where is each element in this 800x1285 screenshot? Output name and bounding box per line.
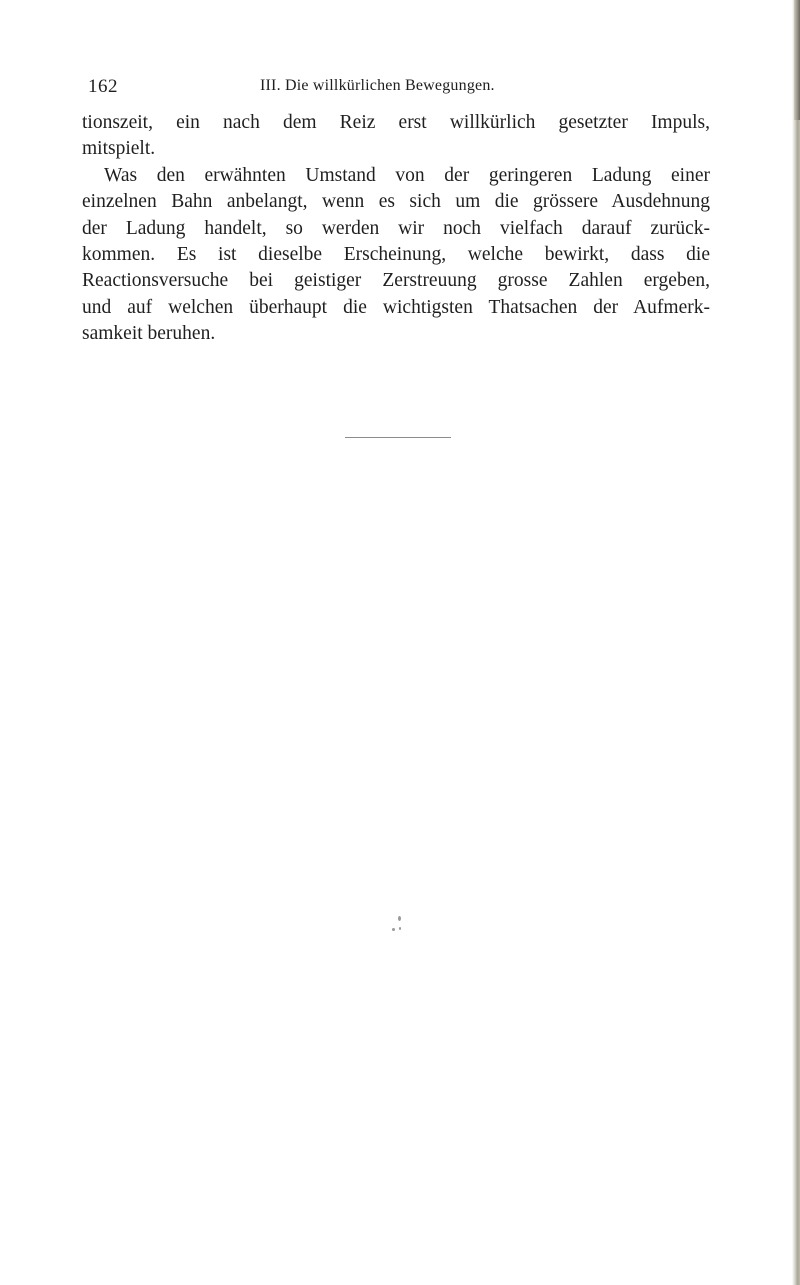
paper-speck [399,927,401,930]
page-header [88,76,728,98]
text-line: und auf welchen überhaupt die wichtigsten Thatsachen der Aufmerk- [82,296,710,318]
paper-speck [398,916,401,921]
page-edge-shadow [792,0,800,1285]
page-number: 162 [88,76,118,97]
text-line: mitspielt. [82,138,156,160]
text-line: Was den erwähnten Umstand von der geringeren Ladung einer [104,164,710,186]
text-line: einzelnen Bahn anbelangt, wenn es sich um die grössere Ausdehnung [82,191,710,213]
paper-speck [392,928,395,931]
text-line: tionszeit, ein nach dem Reiz erst willkürlich gesetzter Impuls, [82,112,710,133]
running-title: III. Die willkürlichen Bewegungen. [260,77,495,94]
text-line: der Ladung handelt, so werden wir noch vielfach darauf zurück- [82,217,710,239]
text-line: Reactionsversuche bei geistiger Zerstreuung grosse Zahlen ergeben, [82,270,710,292]
page-edge-shadow-top [794,0,800,120]
text-line: samkeit beruhen. [82,323,216,345]
section-divider [345,437,451,438]
text-line: kommen. Es ist dieselbe Erscheinung, welche bewirkt, dass die [82,244,710,266]
body-text [82,110,710,348]
